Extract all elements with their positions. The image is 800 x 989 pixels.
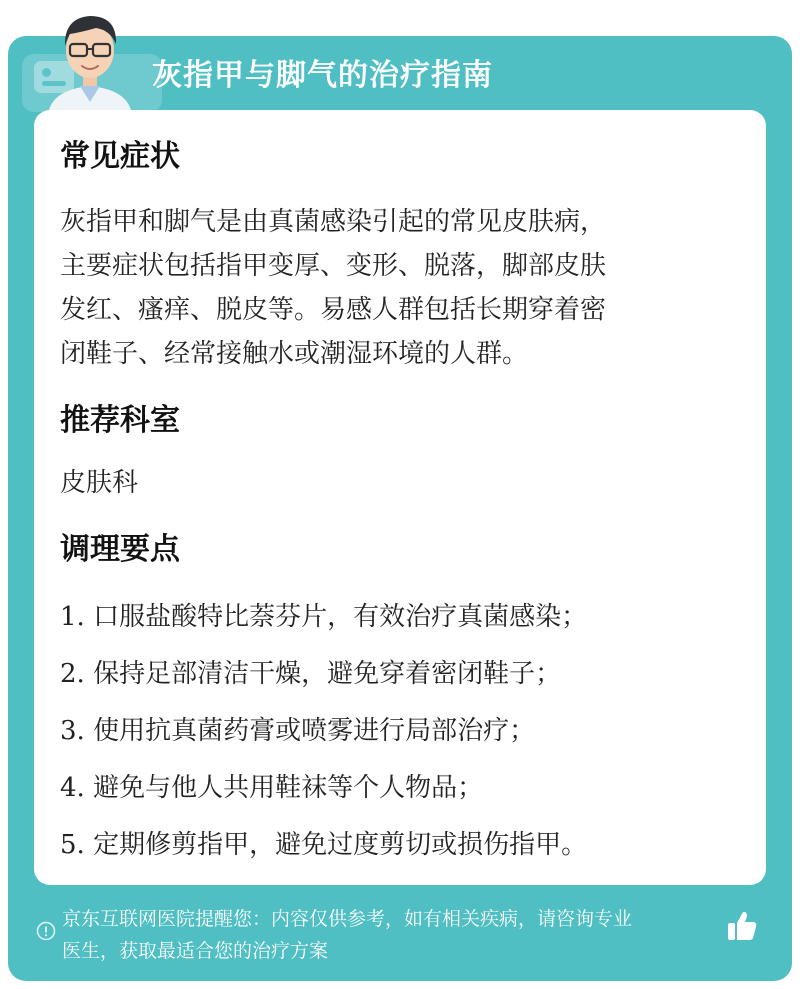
list-item (60, 760, 740, 817)
symptoms-line: 发红、瘙痒、脱皮等。易感人群包括长期穿着密 (60, 295, 607, 325)
disclaimer (62, 903, 732, 967)
list-item (60, 817, 740, 874)
symptoms-line: 闭鞋子、经常接触水或潮湿环境的人群。 (60, 339, 529, 369)
list-item-number: 4. (60, 773, 85, 803)
symptoms-line: 主要症状包括指甲变厚、变形、脱落，脚部皮肤 (60, 251, 607, 281)
list-item-number: 2. (60, 659, 85, 689)
list-item-text: 保持足部清洁干燥，避免穿着密闭鞋子； (93, 659, 562, 689)
department-value: 皮肤科 (60, 468, 139, 498)
disclaimer-line: 医生，获取最适合您的治疗方案 (62, 940, 329, 962)
list-item-text: 避免与他人共用鞋袜等个人物品； (93, 773, 484, 803)
list-item-number: 5. (60, 830, 85, 860)
symptoms-line: 灰指甲和脚气是由真菌感染引起的常见皮肤病， (60, 207, 607, 237)
list-item-text: 口服盐酸特比萘芬片，有效治疗真菌感染； (93, 602, 588, 632)
list-item (60, 703, 740, 760)
disclaimer-line: 京东互联网医院提醒您：内容仅供参考，如有相关疾病，请咨询专业 (62, 908, 633, 930)
section-title-department: 推荐科室 (60, 403, 180, 438)
page-title: 灰指甲与脚气的治疗指南 (152, 58, 493, 93)
list-item (60, 589, 740, 646)
care-list (60, 589, 740, 874)
list-item-text: 定期修剪指甲，避免过度剪切或损伤指甲。 (93, 830, 588, 860)
thumbs-up-icon[interactable] (724, 908, 760, 944)
list-item (60, 646, 740, 703)
list-item-number: 3. (60, 716, 85, 746)
section-title-care: 调理要点 (60, 532, 180, 567)
section-title-symptoms: 常见症状 (60, 139, 180, 174)
list-item-number: 1. (60, 602, 85, 632)
info-icon (36, 921, 56, 941)
content-card (34, 110, 766, 885)
list-item-text: 使用抗真菌药膏或喷雾进行局部治疗； (93, 716, 536, 746)
doctor-avatar (40, 6, 140, 116)
